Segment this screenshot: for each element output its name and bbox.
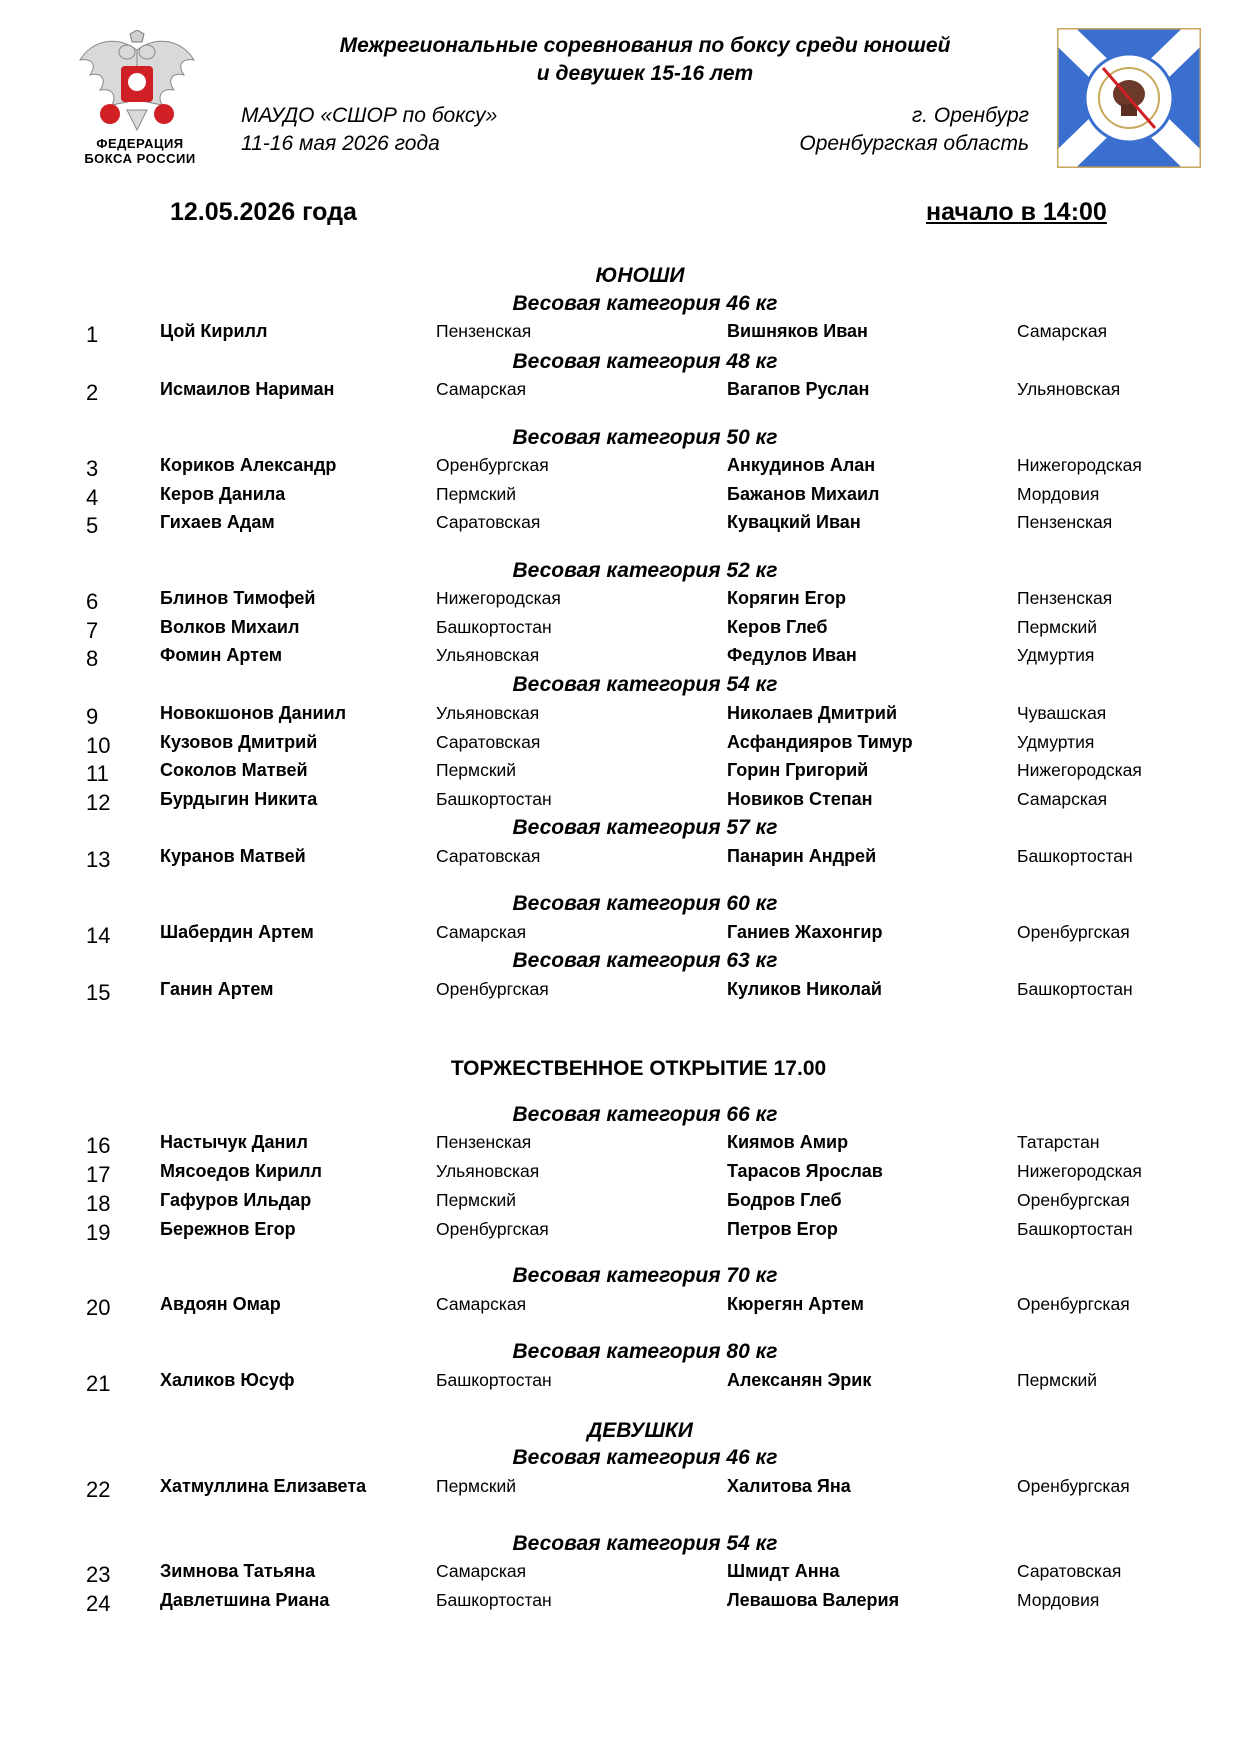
boxer-blue: Куликов Николай: [727, 979, 882, 999]
region-red: Нижегородская: [436, 588, 561, 608]
boxer-red: Кориков Александр: [160, 455, 337, 475]
bout-number: 15: [86, 980, 111, 1005]
region-blue: Татарстан: [1017, 1132, 1100, 1152]
region-red: Самарская: [436, 922, 527, 942]
boxer-blue: Левашова Валерия: [727, 1590, 900, 1610]
bout-number: 4: [86, 485, 99, 510]
bout-number: 5: [86, 513, 99, 538]
boxer-blue: Шмидт Анна: [727, 1561, 840, 1581]
boxer-blue: Ганиев Жахонгир: [727, 922, 883, 942]
bout-row: [0, 1128, 1241, 1157]
category-heading: Весовая категория 70 кг: [512, 1264, 778, 1287]
region-red: Пензенская: [436, 321, 532, 341]
boxer-red: Авдоян Омар: [160, 1294, 281, 1314]
region-blue: Чувашская: [1017, 703, 1107, 723]
bout-number: 3: [86, 456, 99, 481]
section-boys: ЮНОШИ: [595, 264, 685, 287]
boxer-red: Бурдыгин Никита: [160, 789, 318, 809]
boxer-red: Исмаилов Нариман: [160, 379, 335, 399]
region-blue: Башкортостан: [1017, 979, 1133, 999]
bout-row: [0, 584, 1241, 613]
region-red: Башкортостан: [436, 1590, 552, 1610]
region-red: Пермский: [436, 1190, 517, 1210]
bout-row: [0, 1157, 1241, 1186]
bout-number: 18: [86, 1191, 111, 1216]
bout-number: 19: [86, 1220, 111, 1245]
region-red: Пермский: [436, 484, 517, 504]
event-title-line2: и девушек 15-16 лет: [536, 62, 754, 85]
region-blue: Нижегородская: [1017, 1161, 1142, 1181]
boxer-blue: Корягин Егор: [727, 588, 846, 608]
bout-row: [0, 728, 1241, 757]
region-blue: Самарская: [1017, 789, 1108, 809]
bout-number: 17: [86, 1162, 111, 1187]
bout-row: [0, 1557, 1241, 1586]
boxer-blue: Петров Егор: [727, 1219, 838, 1239]
bout-number: 13: [86, 847, 111, 872]
event-dates: 11-16 мая 2026 года: [241, 132, 440, 155]
bout-number: 1: [86, 322, 99, 347]
category-heading: Весовая категория 48 кг: [512, 350, 778, 373]
bout-row: [0, 1366, 1241, 1395]
boxer-blue: Алексанян Эрик: [727, 1370, 872, 1390]
category-heading: Весовая категория 54 кг: [512, 673, 778, 696]
region-red: Саратовская: [436, 732, 541, 752]
boxer-blue: Вагапов Руслан: [727, 379, 870, 399]
region-red: Ульяновская: [436, 645, 540, 665]
boxer-blue: Вишняков Иван: [727, 321, 868, 341]
boxer-red: Настычук Данил: [160, 1132, 308, 1152]
category-heading: Весовая категория 63 кг: [512, 949, 778, 972]
bout-row: [0, 1215, 1241, 1244]
region-red: Пермский: [436, 1476, 517, 1496]
boxing-glove-emblem-icon: [1057, 28, 1201, 168]
region-red: Саратовская: [436, 846, 541, 866]
boxer-blue: Кюрегян Артем: [727, 1294, 864, 1314]
region-blue: Мордовия: [1017, 484, 1100, 504]
boxer-red: Керов Данила: [160, 484, 286, 504]
region-red: Оренбургская: [436, 979, 549, 999]
boxer-red: Волков Михаил: [160, 617, 300, 637]
logo-text-line1: ФЕДЕРАЦИЯ: [96, 136, 184, 151]
region-blue: Оренбургская: [1017, 922, 1130, 942]
bout-number: 22: [86, 1477, 111, 1502]
region-red: Самарская: [436, 1561, 527, 1581]
boxer-blue: Халитова Яна: [727, 1476, 851, 1496]
boxer-blue: Киямов Амир: [727, 1132, 849, 1152]
boxer-blue: Новиков Степан: [727, 789, 873, 809]
category-heading: Весовая категория 46 кг: [512, 1446, 778, 1469]
region-blue: Оренбургская: [1017, 1294, 1130, 1314]
bout-number: 8: [86, 646, 99, 671]
region-blue: Оренбургская: [1017, 1190, 1130, 1210]
boxer-blue: Панарин Андрей: [727, 846, 877, 866]
region-red: Пензенская: [436, 1132, 532, 1152]
boxer-red: Блинов Тимофей: [160, 588, 316, 608]
boxer-red: Гихаев Адам: [160, 512, 275, 532]
bout-number: 24: [86, 1591, 111, 1616]
boxer-blue: Тарасов Ярослав: [727, 1161, 883, 1181]
boxer-blue: Кувацкий Иван: [727, 512, 861, 532]
region-blue: Самарская: [1017, 321, 1108, 341]
double-headed-eagle-icon: [72, 30, 202, 138]
boxer-blue: Бодров Глеб: [727, 1190, 842, 1210]
boxer-red: Новокшонов Даниил: [160, 703, 347, 723]
region-blue: Оренбургская: [1017, 1476, 1130, 1496]
bout-row: [0, 1290, 1241, 1319]
boxer-red: Кузовов Дмитрий: [160, 732, 318, 752]
boxer-blue: Федулов Иван: [727, 645, 857, 665]
bout-row: [0, 317, 1241, 346]
region-red: Ульяновская: [436, 1161, 540, 1181]
session-date: 12.05.2026 года: [170, 198, 357, 226]
bout-row: [0, 1586, 1241, 1615]
boxer-blue: Асфандияров Тимур: [727, 732, 913, 752]
boxer-red: Гафуров Ильдар: [160, 1190, 312, 1210]
boxer-red: Зимнова Татьяна: [160, 1561, 316, 1581]
region-red: Самарская: [436, 1294, 527, 1314]
bout-number: 6: [86, 589, 99, 614]
region-red: Оренбургская: [436, 455, 549, 475]
region-red: Пермский: [436, 760, 517, 780]
bout-row: [0, 375, 1241, 404]
boxer-red: Давлетшина Риана: [160, 1590, 330, 1610]
category-heading: Весовая категория 52 кг: [512, 559, 778, 582]
boxer-blue: Николаев Дмитрий: [727, 703, 898, 723]
club-logo: [1057, 28, 1201, 168]
event-title-line1: Межрегиональные соревнования по боксу среди юношей: [339, 34, 951, 57]
category-heading: Весовая категория 80 кг: [512, 1340, 778, 1363]
region-blue: Башкортостан: [1017, 846, 1133, 866]
bout-row: [0, 508, 1241, 537]
category-heading: Весовая категория 57 кг: [512, 816, 778, 839]
boxer-blue: Керов Глеб: [727, 617, 828, 637]
region-blue: Пермский: [1017, 617, 1098, 637]
boxer-red: Ганин Артем: [160, 979, 274, 999]
region-blue: Удмуртия: [1017, 732, 1095, 752]
boxer-blue: Горин Григорий: [727, 760, 869, 780]
region-red: Самарская: [436, 379, 527, 399]
session-start: начало в 14:00: [926, 198, 1107, 226]
region-blue: Нижегородская: [1017, 455, 1142, 475]
section-girls: ДЕВУШКИ: [587, 1419, 693, 1442]
boxer-red: Хатмуллина Елизавета: [160, 1476, 367, 1496]
region-blue: Ульяновская: [1017, 379, 1121, 399]
bout-number: 2: [86, 380, 99, 405]
bout-number: 16: [86, 1133, 111, 1158]
region-blue: Пермский: [1017, 1370, 1098, 1390]
boxer-red: Мясоедов Кирилл: [160, 1161, 322, 1181]
boxer-red: Соколов Матвей: [160, 760, 308, 780]
venue-name: МАУДО «СШОР по боксу»: [241, 104, 498, 127]
bout-number: 9: [86, 704, 99, 729]
bout-number: 14: [86, 923, 111, 948]
region-red: Башкортостан: [436, 789, 552, 809]
region-red: Башкортостан: [436, 1370, 552, 1390]
bout-row: [0, 975, 1241, 1004]
bout-row: [0, 641, 1241, 670]
bout-row: [0, 785, 1241, 814]
category-heading: Весовая категория 54 кг: [512, 1532, 778, 1555]
region-blue: Башкортостан: [1017, 1219, 1133, 1239]
region-blue: Пензенская: [1017, 512, 1113, 532]
bout-number: 23: [86, 1562, 111, 1587]
region-red: Ульяновская: [436, 703, 540, 723]
bout-row: [0, 918, 1241, 947]
bout-row: [0, 1472, 1241, 1501]
boxer-red: Бережнов Егор: [160, 1219, 296, 1239]
region-red: Башкортостан: [436, 617, 552, 637]
bout-number: 20: [86, 1295, 111, 1320]
region-red: Оренбургская: [436, 1219, 549, 1239]
bout-row: [0, 1186, 1241, 1215]
bout-number: 21: [86, 1371, 111, 1396]
opening-ceremony: ТОРЖЕСТВЕННОЕ ОТКРЫТИЕ 17.00: [450, 1057, 827, 1080]
region-blue: Пензенская: [1017, 588, 1113, 608]
boxer-red: Шабердин Артем: [160, 922, 314, 942]
bout-row: [0, 842, 1241, 871]
bout-number: 7: [86, 618, 99, 643]
bout-number: 10: [86, 733, 111, 758]
category-heading: Весовая категория 66 кг: [512, 1103, 778, 1126]
bout-number: 11: [86, 761, 109, 786]
boxer-red: Цой Кирилл: [160, 321, 268, 341]
category-heading: Весовая категория 60 кг: [512, 892, 778, 915]
bout-row: [0, 756, 1241, 785]
boxer-red: Куранов Матвей: [160, 846, 306, 866]
bout-row: [0, 699, 1241, 728]
bout-row: [0, 480, 1241, 509]
bout-row: [0, 613, 1241, 642]
bout-row: [0, 451, 1241, 480]
federation-logo: [72, 30, 202, 170]
boxer-blue: Бажанов Михаил: [727, 484, 880, 504]
region-blue: Саратовская: [1017, 1561, 1122, 1581]
region: Оренбургская область: [799, 132, 1029, 155]
region-blue: Нижегородская: [1017, 760, 1142, 780]
boxer-blue: Анкудинов Алан: [727, 455, 876, 475]
region-red: Саратовская: [436, 512, 541, 532]
bout-number: 12: [86, 790, 111, 815]
region-blue: Мордовия: [1017, 1590, 1100, 1610]
category-heading: Весовая категория 50 кг: [512, 426, 778, 449]
logo-text-line2: БОКСА РОССИИ: [84, 151, 196, 166]
category-heading: Весовая категория 46 кг: [512, 292, 778, 315]
boxer-red: Халиков Юсуф: [160, 1370, 295, 1390]
boxer-red: Фомин Артем: [160, 645, 283, 665]
city: г. Оренбург: [911, 104, 1029, 127]
region-blue: Удмуртия: [1017, 645, 1095, 665]
